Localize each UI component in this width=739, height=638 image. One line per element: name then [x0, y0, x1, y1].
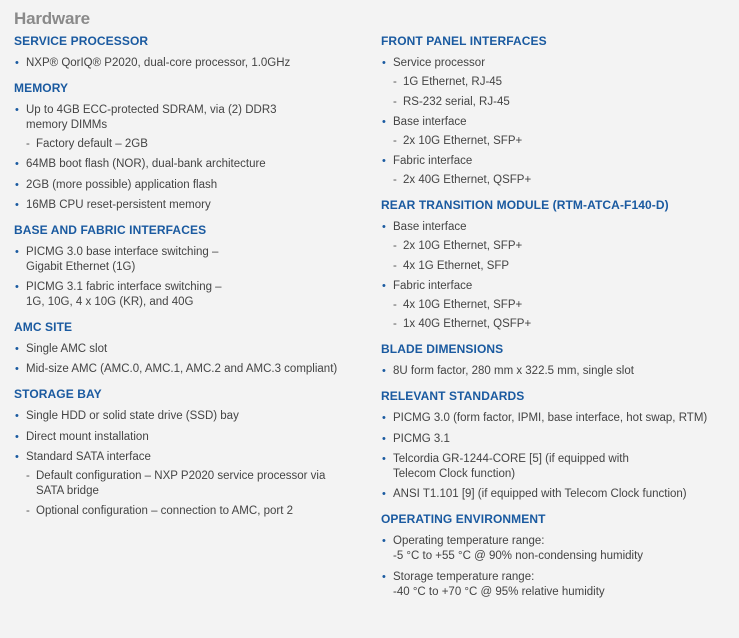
bullet-icon: •	[382, 488, 386, 501]
sub-list	[393, 173, 731, 188]
item-text-line: Fabric interface	[393, 155, 473, 168]
bullet-icon: •	[15, 410, 19, 423]
section-storage-bay	[14, 387, 364, 518]
sub-list	[26, 137, 364, 152]
list-item	[14, 56, 364, 71]
list-item	[381, 432, 731, 447]
sub-list	[393, 134, 731, 149]
bullet-icon: •	[15, 343, 19, 356]
bullet-icon: •	[15, 57, 19, 69]
bullet-list	[14, 56, 364, 71]
bullet-list	[381, 534, 731, 599]
dash-icon: -	[393, 298, 397, 311]
left-column	[14, 34, 364, 529]
sub-list-item	[393, 173, 731, 188]
section-memory	[14, 81, 364, 213]
list-item	[14, 280, 364, 310]
list-item	[14, 245, 364, 275]
item-text-line: 8U form factor, 280 mm x 322.5 mm, single slot	[393, 365, 634, 378]
bullet-list	[381, 411, 731, 502]
bullet-list	[14, 409, 364, 518]
item-text-line: 2x 10G Ethernet, SFP+	[403, 134, 523, 147]
sub-list-item	[393, 259, 731, 274]
section-heading: SERVICE PROCESSOR	[14, 34, 149, 48]
list-item	[381, 56, 731, 110]
item-text-line: Direct mount installation	[26, 430, 149, 443]
item-text-line: Factory default – 2GB	[36, 138, 148, 150]
list-item	[14, 362, 364, 377]
bullet-icon: •	[15, 198, 19, 211]
section-heading: STORAGE BAY	[14, 387, 102, 402]
section-heading: OPERATING ENVIRONMENT	[381, 512, 546, 527]
section-operating-environment	[381, 512, 731, 599]
item-text-line: Telcordia GR-1244-CORE [5] (if equipped with	[393, 452, 629, 465]
list-item	[381, 220, 731, 274]
section-service-processor	[14, 34, 364, 71]
item-text-line: Storage temperature range:	[393, 570, 535, 583]
list-item	[14, 430, 364, 445]
section-heading: MEMORY	[14, 81, 69, 95]
item-text-line: Operating temperature range:	[393, 535, 545, 548]
dash-icon: -	[393, 318, 397, 331]
list-item	[381, 279, 731, 333]
bullet-icon: •	[382, 115, 386, 128]
sub-list-item	[393, 317, 731, 332]
item-text-line: memory DIMMs	[26, 119, 108, 131]
item-text-line: Optional configuration – connection to AMC, port 2	[36, 504, 293, 517]
item-text-line: Telecom Clock function)	[393, 467, 516, 480]
list-item	[14, 342, 364, 357]
item-text-line: ANSI T1.101 [9] (if equipped with Telecom Clock function)	[393, 488, 687, 501]
item-text-line: 2GB (more possible) application flash	[26, 178, 218, 191]
bullet-list	[14, 245, 364, 310]
list-item	[14, 198, 364, 213]
item-text-line: Base interface	[393, 115, 467, 128]
item-text-line: Mid-size AMC (AMC.0, AMC.1, AMC.2 and AMC.3 compliant)	[26, 363, 338, 376]
item-text-line: 4x 1G Ethernet, SFP	[403, 259, 510, 272]
dash-icon: -	[393, 174, 397, 187]
item-text-line: Single HDD or solid state drive (SSD) bay	[26, 410, 239, 423]
list-item	[381, 115, 731, 149]
bullet-icon: •	[15, 245, 19, 258]
item-text-line: 2x 10G Ethernet, SFP+	[403, 240, 523, 253]
sub-list-item	[393, 95, 731, 110]
item-text-line: Gigabit Ethernet (1G)	[26, 260, 136, 273]
list-item	[381, 411, 731, 426]
sub-list-item	[393, 134, 731, 149]
sub-list-item	[26, 504, 364, 519]
section-blade-dimensions	[381, 342, 731, 379]
list-item	[14, 178, 364, 193]
bullet-icon: •	[15, 363, 19, 376]
list-item	[14, 450, 364, 519]
item-text-line: SATA bridge	[36, 485, 99, 498]
bullet-icon: •	[382, 412, 386, 425]
section-heading: AMC SITE	[14, 320, 73, 335]
item-text-line: PICMG 3.0 base interface switching –	[26, 245, 219, 258]
sub-list-item	[393, 239, 731, 254]
item-text-line: PICMG 3.0 (form factor, IPMI, base interface, hot swap, RTM)	[393, 412, 708, 425]
item-text-line: Up to 4GB ECC-protected SDRAM, via (2) DDR3	[26, 104, 277, 116]
page-title: Hardware	[14, 9, 90, 28]
bullet-list	[381, 364, 731, 379]
item-text-line: NXP® QorIQ® P2020, dual-core processor, 1.0GHz	[26, 57, 291, 69]
bullet-icon: •	[382, 155, 386, 168]
item-text-line: Base interface	[393, 221, 467, 234]
bullet-icon: •	[382, 57, 386, 69]
dash-icon: -	[26, 470, 30, 483]
sub-list	[393, 298, 731, 333]
list-item	[14, 157, 364, 172]
bullet-icon: •	[15, 430, 19, 443]
bullet-icon: •	[382, 570, 386, 583]
section-heading: BLADE DIMENSIONS	[381, 342, 504, 357]
section-amc-site	[14, 320, 364, 377]
section-heading: RELEVANT STANDARDS	[381, 389, 525, 404]
section-rear-transition-module-rtm-atca-f140-d	[381, 198, 731, 332]
item-text-line: 2x 40G Ethernet, QSFP+	[403, 174, 532, 187]
bullet-list	[381, 56, 731, 188]
section-front-panel-interfaces	[381, 34, 731, 188]
dash-icon: -	[393, 134, 397, 147]
sub-list-item	[393, 298, 731, 313]
bullet-icon: •	[382, 452, 386, 465]
list-item	[381, 364, 731, 379]
item-text-line: Single AMC slot	[26, 343, 108, 356]
item-text-line: Default configuration – NXP P2020 service processor via	[36, 470, 326, 483]
bullet-icon: •	[382, 221, 386, 234]
item-text-line: 16MB CPU reset-persistent memory	[26, 198, 211, 211]
item-text-line: Service processor	[393, 57, 486, 69]
bullet-icon: •	[382, 365, 386, 378]
item-text-line: 1x 40G Ethernet, QSFP+	[403, 318, 532, 331]
dash-icon: -	[393, 95, 397, 108]
section-relevant-standards	[381, 389, 731, 502]
sub-list	[393, 75, 731, 110]
item-text-line: -5 °C to +55 °C @ 90% non-condensing humidity	[393, 550, 644, 563]
list-item	[14, 409, 364, 424]
bullet-icon: •	[15, 104, 19, 116]
bullet-icon: •	[382, 279, 386, 292]
bullet-icon: •	[382, 432, 386, 445]
item-text-line: Fabric interface	[393, 279, 473, 292]
sub-list	[26, 469, 364, 519]
right-column	[381, 34, 731, 610]
item-text-line: Standard SATA interface	[26, 451, 151, 464]
item-text-line: PICMG 3.1	[393, 432, 450, 445]
dash-icon: -	[26, 138, 30, 150]
dash-icon: -	[393, 240, 397, 253]
list-item	[381, 534, 731, 564]
sub-list-item	[393, 75, 731, 90]
bullet-list	[14, 342, 364, 377]
list-item	[381, 570, 731, 600]
item-text-line: -40 °C to +70 °C @ 95% relative humidity	[393, 585, 605, 598]
sub-list-item	[26, 469, 364, 499]
item-text-line: PICMG 3.1 fabric interface switching –	[26, 281, 222, 294]
bullet-list	[381, 220, 731, 332]
section-heading: FRONT PANEL INTERFACES	[381, 34, 547, 48]
item-text-line: RS-232 serial, RJ-45	[403, 95, 510, 108]
list-item	[381, 452, 731, 482]
dash-icon: -	[393, 76, 397, 88]
dash-icon: -	[26, 504, 30, 517]
sub-list-item	[26, 137, 364, 152]
bullet-list	[14, 103, 364, 213]
section-base-and-fabric-interfaces	[14, 223, 364, 310]
bullet-icon: •	[15, 451, 19, 464]
item-text-line: 1G Ethernet, RJ-45	[403, 76, 503, 88]
bullet-icon: •	[15, 158, 19, 171]
bullet-icon: •	[382, 535, 386, 548]
item-text-line: 4x 10G Ethernet, SFP+	[403, 298, 523, 311]
bullet-icon: •	[15, 281, 19, 294]
sub-list	[393, 239, 731, 274]
list-item	[381, 154, 731, 188]
bullet-icon: •	[15, 178, 19, 191]
dash-icon: -	[393, 259, 397, 272]
item-text-line: 64MB boot flash (NOR), dual-bank architecture	[26, 158, 266, 171]
item-text-line: 1G, 10G, 4 x 10G (KR), and 40G	[26, 296, 194, 309]
section-heading: BASE AND FABRIC INTERFACES	[14, 222, 207, 237]
list-item	[381, 487, 731, 502]
section-heading: REAR TRANSITION MODULE (RTM-ATCA-F140-D)	[381, 198, 669, 213]
list-item	[14, 103, 364, 152]
